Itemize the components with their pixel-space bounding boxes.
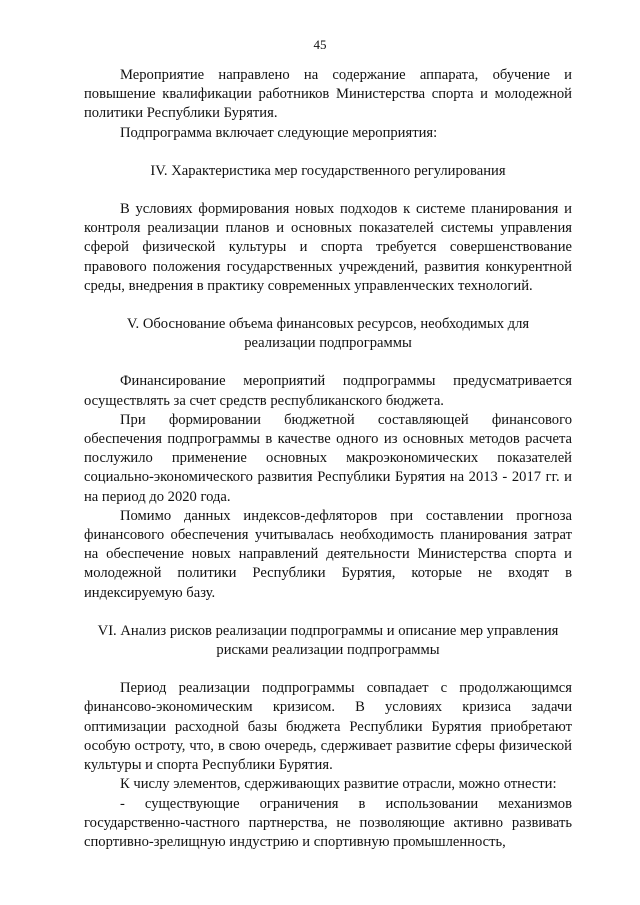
section-6-heading-line-2: рисками реализации подпрограммы bbox=[216, 642, 440, 659]
section-6-heading-line-1: VI. Анализ рисков реализации подпрограммы и описание мер управления bbox=[97, 622, 559, 639]
section-4-paragraph-1: В условиях формирования новых подходов к системе планирования и контроля реализации планов и основных показателей системы управления сферой физической культуры и спорта требуется совершенствование правового положения государственных учреждений, развития конкурентной среды, внедрения в практику современных управленческих технологий. bbox=[84, 201, 572, 294]
section-5-paragraph-2: При формировании бюджетной составляющей финансового обеспечения подпрограммы в качестве одного из основных методов расчета послужило применение основных макроэкономических показателей социально-экономического развития Республики Бурятия на 2013 - 2017 гг. и на период до 2020 года. bbox=[84, 411, 572, 505]
section-6-paragraph-3: - существующие ограничения в использовании механизмов государственно-частного партнерства, не позволяющие активно развивать спортивно-зрелищную индустрию и спортивную промышленность, bbox=[84, 795, 572, 850]
section-5-heading-line-1: V. Обоснование объема финансовых ресурсов, необходимых для bbox=[126, 316, 530, 333]
intro-paragraph-1: Мероприятие направлено на содержание аппарата, обучение и повышение квалификации работников Министерства спорта и молодежной политики Республики Бурятия. bbox=[84, 67, 572, 122]
section-4-heading: IV. Характеристика мер государственного регулирования bbox=[150, 162, 506, 179]
section-5-paragraph-1: Финансирование мероприятий подпрограммы предусматривается осуществлять за счет средств республиканского бюджета. bbox=[84, 373, 572, 409]
section-5-paragraph-3: Помимо данных индексов-дефляторов при составлении прогноза финансового обеспечения учитывалась необходимость планирования затрат на обеспечение новых направлений деятельности Министерства спорта и молодежной политики Республики Бурятия, которые не входят в индексируемую базу. bbox=[84, 507, 572, 601]
section-6-paragraph-1: Период реализации подпрограммы совпадает с продолжающимся финансово-экономическим кризисом. В условиях кризиса задачи оптимизации расходной базы бюджета Республики Бурятия приобретают особую остроту, что, в свою очередь, сдерживает развитие сферы физической культуры и спорта Республики Бурятия. bbox=[84, 680, 572, 774]
page-number: 45 bbox=[313, 37, 327, 52]
section-5-heading-line-2: реализации подпрограммы bbox=[244, 335, 412, 352]
document-body bbox=[84, 66, 572, 852]
intro-paragraph-2: Подпрограмма включает следующие мероприятия: bbox=[120, 124, 438, 141]
section-6-paragraph-2: К числу элементов, сдерживающих развитие отрасли, можно отнести: bbox=[120, 776, 557, 793]
